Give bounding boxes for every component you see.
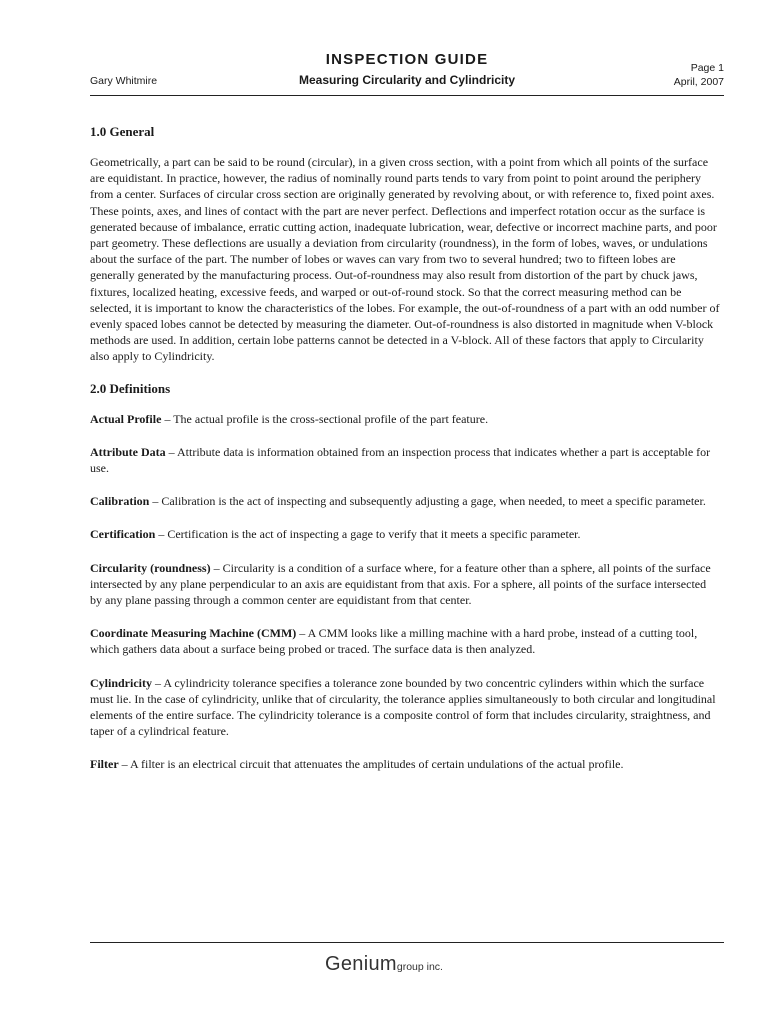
document-body — [90, 124, 720, 790]
section-heading-definitions: 2.0 Definitions — [90, 380, 171, 396]
definition-certification — [90, 526, 720, 542]
definition-text: – A cylindricity tolerance specifies a tolerance zone bounded by two concentric cylinders within which the surface must lie. In the case of cylindricity, unlike that of circularity, the tolerance applies simultaneously to both circular and longitudinal elements of the entire surface. The cylindricity tolerance is a composite control of form that includes circularity, straightness, and taper of a cylindrical feature. — [90, 675, 716, 739]
footer-divider — [90, 942, 724, 943]
logo-sub-text: group inc. — [396, 961, 443, 973]
logo-main-text: Genium — [325, 953, 397, 975]
page-header — [90, 48, 724, 96]
document-subtitle: Measuring Circularity and Cylindricity — [298, 73, 516, 87]
document-date: April, 2007 — [673, 76, 724, 88]
definition-term: Coordinate Measuring Machine (CMM) — [90, 626, 297, 641]
header-divider — [90, 95, 724, 96]
definition-text: – Calibration is the act of inspecting and subsequently adjusting a gage, when needed, to meet a specific parameter. — [149, 494, 706, 509]
definition-text: – A filter is an electrical circuit that attenuates the amplitudes of certain undulations of the actual profile. — [118, 757, 624, 772]
definition-text: – A CMM looks like a milling machine with a hard probe, instead of a cutting tool, which gathers data about a surface being probed or traced. The surface data is then analyzed. — [90, 626, 698, 657]
definition-circularity — [90, 560, 720, 609]
definition-text: – Certification is the act of inspecting a gage to verify that it meets a specific parameter. — [155, 527, 581, 542]
definition-cmm — [90, 625, 720, 657]
definition-term: Cylindricity — [90, 675, 152, 690]
definition-attribute-data — [90, 444, 720, 476]
definition-cylindricity — [90, 675, 720, 740]
definition-calibration — [90, 493, 720, 509]
section-heading-general: 1.0 General — [90, 124, 155, 139]
definition-term: Circularity (roundness) — [90, 560, 211, 575]
definition-term: Actual Profile — [90, 411, 162, 426]
definition-filter — [90, 756, 720, 772]
author-name: Gary Whitmire — [90, 75, 158, 87]
page-number: Page 1 — [690, 62, 724, 74]
definition-term: Filter — [90, 757, 119, 772]
document-title: INSPECTION GUIDE — [325, 51, 489, 68]
definition-term: Certification — [90, 527, 156, 542]
definition-text: – The actual profile is the cross-sectional profile of the part feature. — [161, 411, 489, 426]
definition-term: Calibration — [90, 494, 150, 509]
definition-text: – Circularity is a condition of a surface where, for a feature other than a sphere, all points of the surface intersected by any plane perpendicular to an axis are equidistant from that axis. For a sphere, all points of the surface intersected by any plane passing through a common center are equidistant from that center. — [90, 560, 711, 608]
definition-text: – Attribute data is information obtained from an inspection process that indicates whether a part is acceptable for use. — [90, 444, 711, 476]
definition-actual-profile — [90, 411, 720, 427]
definition-term: Attribute Data — [90, 444, 166, 459]
general-paragraph: Geometrically, a part can be said to be round (circular), in a given cross section, with a point from which all points of the surface are equidistant. In practice, however, the radius of nominally round parts tends to vary from point to point around the periphery from a center. Surfaces of circular cross section are originally generated by revolving about, or with reference to, fixed point axes. These points, axes, and lines of contact with the part are never perfect. Deflections and imperfect rotation occur as the surface is generated because of imbalance, erratic cutting action, inadequate lubrication, wear, defective or incorrect machine parts, and poor part geometry. These deflections are usually a deviation from circularity (roundness), in the form of lobes, waves, or undulations about the surface of the part. The number of lobes or waves can vary from two to several hundred; two to fifteen lobes are generally generated by the manufacturing process. Out-of-roundness may also result from distortion of the part by chuck jaws, fixtures, localized heating, excessive feeds, and warped or out-of-round stock. So that the correct measuring method can be selected, it is important to know the characteristics of the lobes. For example, the out-of-roundness of a part with an odd number of evenly spaced lobes cannot be detected by measuring the diameter. Out-of-roundness is also distorted in magnitude when V-block methods are used. In addition, certain lobe patterns cannot be detected in a V-block. All of these factors that apply to Circularity also apply to Cylindricity. — [90, 155, 720, 364]
company-logo — [0, 953, 768, 976]
